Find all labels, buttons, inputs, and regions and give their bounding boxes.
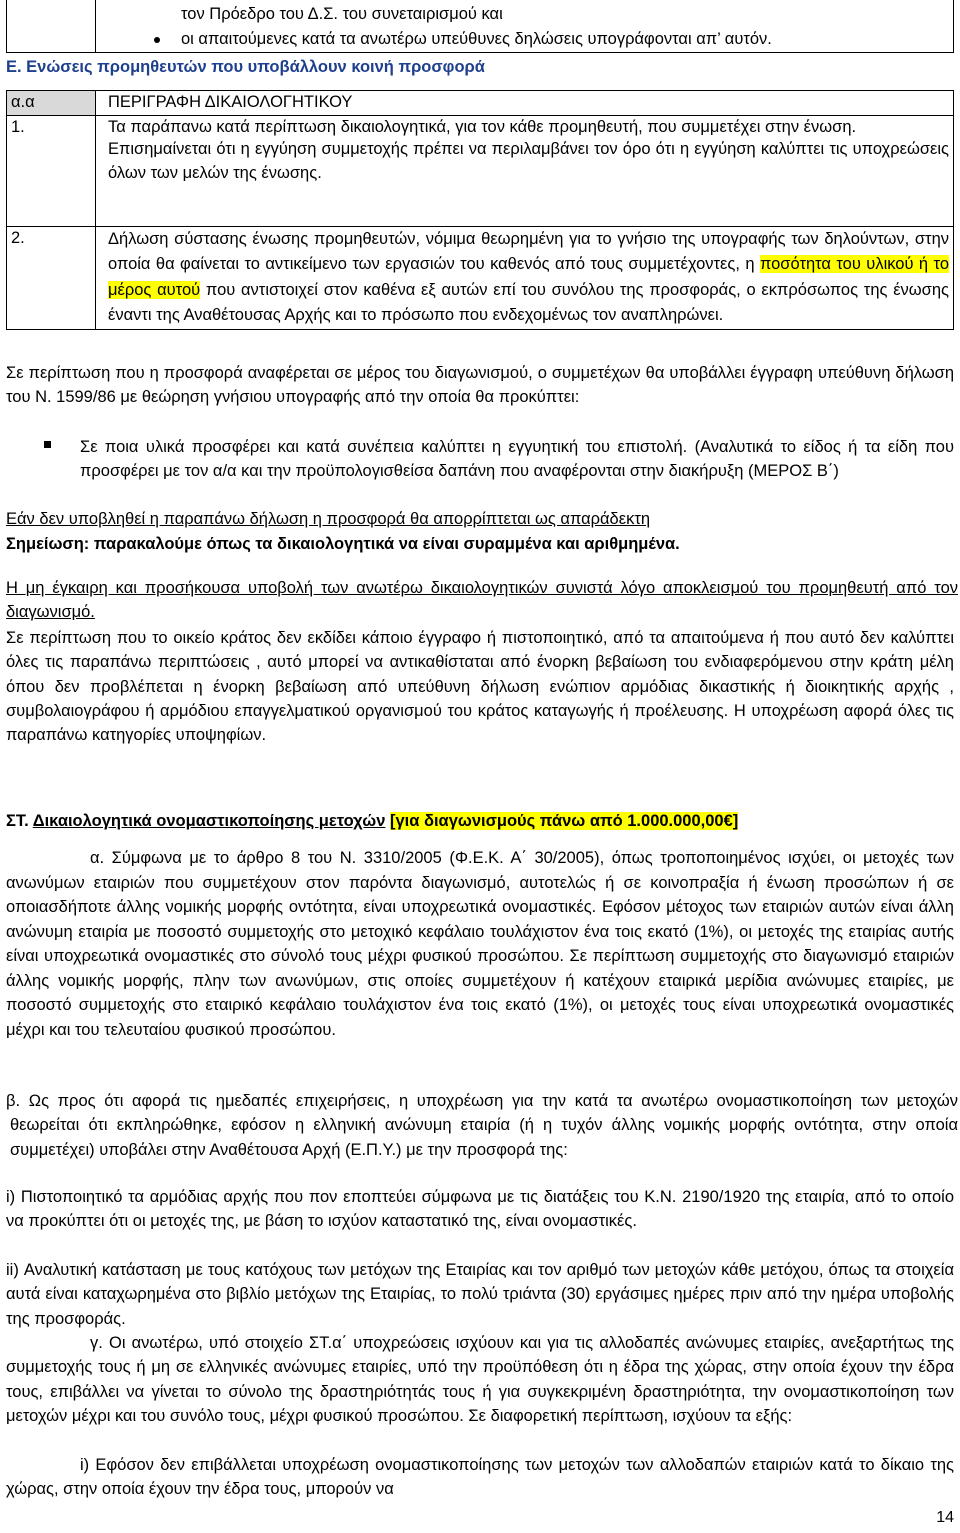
square-bullet-icon <box>44 441 51 448</box>
page-number: 14 <box>936 1509 954 1526</box>
top-box <box>6 0 954 53</box>
bullet-icon <box>154 37 160 43</box>
row1-text-a: Τα παράπανω κατά περίπτωση δικαιολογητικά, για τον κάθε προμηθευτή, που συμμετέχει στην ένωση. <box>108 117 857 136</box>
section-st-heading: ΣΤ. Δικαιολογητικά ονομαστικοποίησης μετοχών [για διαγωνισμούς πάνω από 1.000.000,00€] <box>6 812 739 830</box>
table-header-row <box>7 91 954 116</box>
section-st-item-ii: ii) Αναλυτική κατάσταση με τους κατόχους των μετόχων της Εταιρίας και τον αριθμό των μετοχών κάθε μετόχου, όπως τα στοιχεία αυτά είναι καταχωρημένα στο βιβλίο μετόχων της Εταιρίας, το πολύ τριάντα (30) εργάσιμες ημέρες πριν από την ημέρα υποβολής της προσφοράς. <box>6 1261 954 1328</box>
rejection-line: Εάν δεν υποβληθεί η παραπάνω δήλωση η προσφορά θα απορρίπτεται ως απαράδεκτη <box>6 510 651 528</box>
table-head-description: ΠΕΡΙΓΡΑΦΗ ΔΙΚΑΙΟΛΟΓΗΤΙΚΟΥ <box>96 91 954 116</box>
exclusion-paragraph: Η μη έγκαιρη και προσήκουσα υποβολή των ανωτέρω δικαιολογητικών συνιστά λόγο αποκλεισμού του προμηθευτή από τον διαγωνισμό. <box>6 579 958 621</box>
row2-highlight: ποσότητα του υλικού ή το μέρος αυτού <box>108 255 950 299</box>
section-st-para-c: γ. Οι ανωτέρω, υπό στοιχείο ΣΤ.α΄ υποχρεώσεις ισχύουν και για τις αλλοδαπές ανώνυμες εταιρίες, ανεξαρτήτως της συμμετοχής τους ή μη σε ελληνικές ανώνυμες εταιρίες, υπό την προϋπόθεση ότι η έδρα της χώρας, στην οποία έχουν την έδρα τους, επιβάλλει να γίνεται το σύνολο της δραστηριότητάς τους ή για συγκεκριμένη δραστηριότητα, την ονομαστικοποίηση των μετοχών μέχρι και του συνόλο τους, μέχρι φυσικού προσώπου. Σε διαφορετική περίπτωση, ισχύουν τα εξής: <box>6 1334 954 1425</box>
section-e-heading: Ε. Ενώσεις προμηθευτών που υποβάλλουν κοινή προσφορά <box>6 58 485 76</box>
top-box-line1: τον Πρόεδρο του Δ.Σ. του συνεταιρισμού και <box>181 5 503 23</box>
section-st-item-i: i) Πιστοποιητικό τα αρμόδιας αρχής που πον εποπτεύει σύμφωνα με τις διατάξεις του Κ.Ν. 2190/1920 της εταιρία, από το οποίο να προκύπτει ότι οι μετοχές της, με βάση το ισχύον καταστατικό της, είναι ονομαστικές. <box>6 1188 954 1231</box>
section-st-item-last: i) Εφόσον δεν επιβάλλεται υποχρέωση ονομαστικοποίησης των μετοχών των αλλοδαπών εταιριών κατά το δίκαιο της χώρας, στην οποία έχουν την έδρα τους, μπορούν να <box>6 1456 954 1499</box>
row-number: 1. <box>7 115 96 226</box>
row2-text: Δήλωση σύστασης ένωσης προμηθευτών, νόμιμα θεωρημένη για το γνήσιο της υπογραφής των δηλούντων, στην οποία θα φαίνεται το αντικείμενο των εργασιών του καθενός από τους συμμετέχοντες, η ποσότητα του υλικού ή το μέρος αυτού που αντιστοιχεί στον καθένα εξ αυτών επί του συνόλου της προσφοράς, ο εκπρόσωπος της ένωσης έναντι της Αναθέτουσας Αρχής και το πρόσωπο που ενδεχομένως τον αναπληρώνει. <box>108 229 950 324</box>
bullet-paragraph: Σε ποια υλικά προσφέρει και κατά συνέπεια καλύπτει η εγγυητική του επιστολή. (Αναλυτικά το είδος ή τα είδη που προσφέρει με τον α/α και την προϋπολογισθείσα δαπάνη που αναφέρονται στην διακήρυξη (ΜΕΡΟΣ Β΄) <box>80 438 954 480</box>
partial-offer-paragraph: Σε περίπτωση που η προσφορά αναφέρεται σε μέρος του διαγωνισμού, ο συμμετέχων θα υποβάλλει έγγραφη υπεύθυνη δήλωση του Ν. 1599/86 με θεώρηση γνήσιου υπογραφής από την οποία θα προκύπτει: <box>6 364 954 406</box>
top-box-bullet-text: οι απαιτούμενες κατά τα ανωτέρω υπεύθυνες δηλώσεις υπογράφονται απ’ αυτόν. <box>181 30 772 48</box>
section-st-para-b: β. Ως προς ότι αφορά τις ημεδαπές επιχειρήσεις, η υποχρέωση για την κατά τα ανωτέρω ονομαστικοποίηση των μετοχών θεωρείται ότι εκπληρώθηκε, εφόσον η ελληνική ανώνυμη εταιρία (ή η τυχόν άλλης νομικής μορφής οντότητα, στην οποία συμμετέχει) υποβάλει στην Αναθέτουσα Αρχή (Ε.Π.Υ.) με την προσφορά της: <box>6 1092 958 1159</box>
table-row <box>7 115 954 226</box>
row-number: 2. <box>7 226 96 329</box>
table-head-aa: α.α <box>7 91 96 116</box>
row1-text-b: Επισημαίνεται ότι η εγγύηση συμμετοχής πρέπει να περιλαμβάνει τον όρο ότι η εγγύηση καλύπτει τις υποχρεώσεις όλων των μελών της ένωσης. <box>108 140 949 182</box>
country-paragraph: Σε περίπτωση που το οικείο κράτος δεν εκδίδει κάποιο έγγραφο ή πιστοποιητικό, από τα απαιτούμενα ή που αυτό δεν καλύπτει όλες τις παραπάνω περιπτώσεις , αυτό μπορεί να αντικαθίσταται από ένορκη βεβαίωση του ενδιαφερόμενου στην κράτη μέλη όπου δεν προβλέπεται η ένορκη βεβαίωση από υπεύθυνη δήλωση ενώπιον αρμόδιας δικαστικής ή διοικητικής αρχής , συμβολαιογράφου ή αρμόδιου επαγγελματικού οργανισμού του κράτος καταγωγής ή προέλευσης. Η υποχρέωση αφορά όλες τις παραπάνω κατηγορίες υποψηφίων. <box>6 629 954 745</box>
note-line: Σημείωση: παρακαλούμε όπως τα δικαιολογητικά να είναι συραμμένα και αριθμημένα. <box>6 535 680 553</box>
section-st-para-a: α. Σύμφωνα με το άρθρο 8 του Ν. 3310/2005 (Φ.Ε.Κ. Α΄ 30/2005), όπως τροποποιημένος ισχύει, οι μετοχές των ανωνύμων εταιριών που συμμετέχουν στον παρόντα διαγωνισμό, αυτοτελώς ή σε κοινοπραξία ή ένωση προσώπων ή σε οποιασδήποτε άλλης νομικής μορφής οντότητα, είναι υποχρεωτικά ονομαστικές. Εφόσον μέτοχος των εταιριών αυτών είναι άλλη ανώνυμη εταιρία με ποσοστό συμμετοχής στο μετοχικό κεφάλαιο τουλάχιστον ένα τοις εκατό (1%), οι μετοχές της εταιρίας αυτής είναι υποχρεωτικά ονομαστικές στο σύνολό τους μέχρι φυσικού προσώπου. Σε περίπτωση συμμετοχής στο διαγωνισμό εταιριών άλλης νομικής μορφής, πλην των ανωνύμων, στις οποίες συμμετέχουν ή κατέχουν εταιρικά μερίδια ανώνυμες εταιρίες, με ποσοστό συμμετοχής στο εταιρικό κεφάλαιο τουλάχιστον ένα τοις εκατό (1%), οι μετοχές τους είναι υποχρεωτικά ονομαστικές μέχρι και του τελευταίου φυσικού προσώπου. <box>6 849 954 1039</box>
table-row <box>7 226 954 329</box>
section-e-table <box>6 90 954 330</box>
